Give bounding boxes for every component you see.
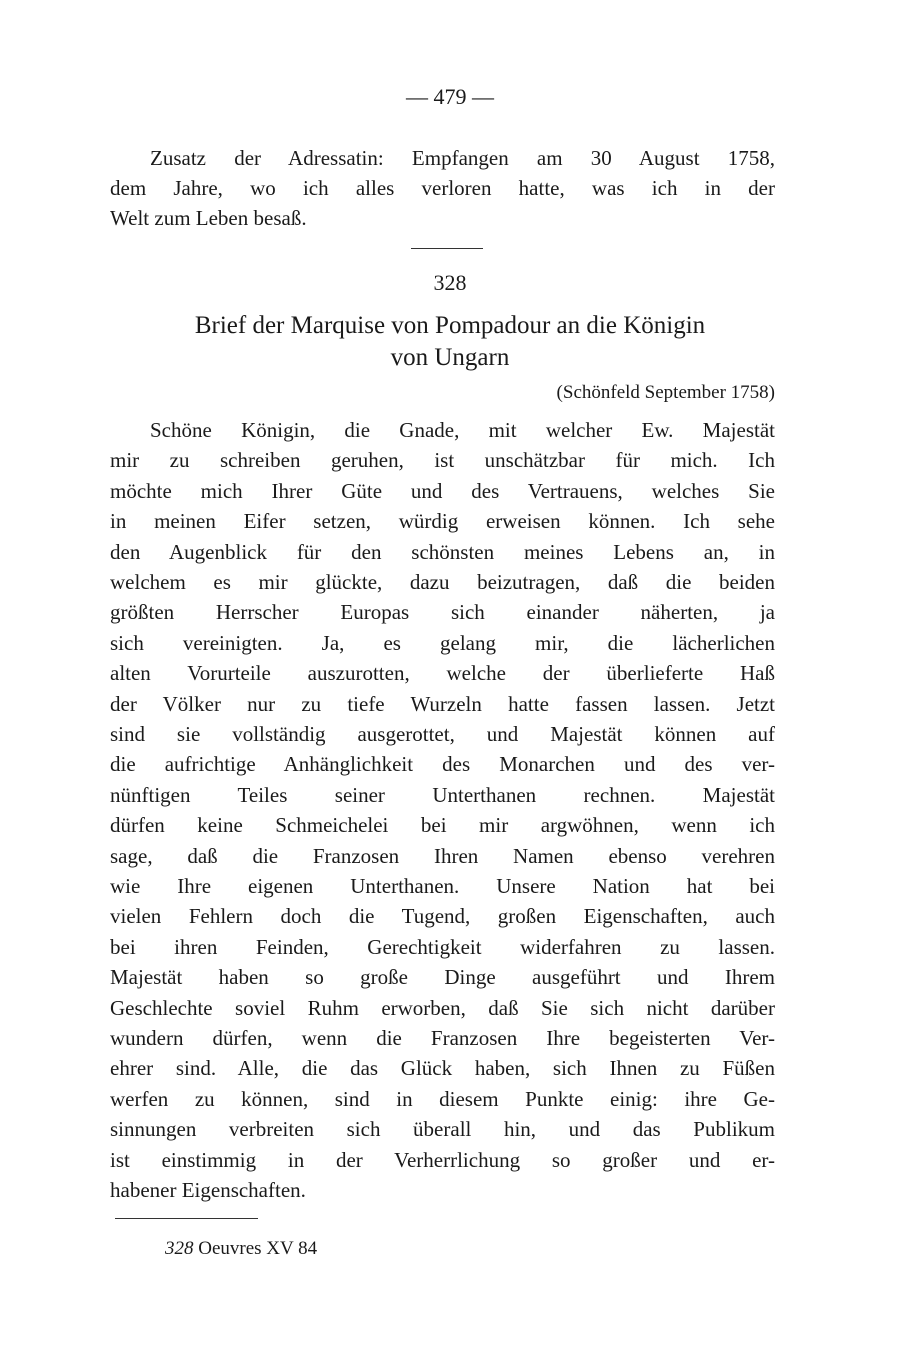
body-line: bei ihren Feinden, Gerechtigkeit widerfahren zu lassen. — [110, 934, 775, 959]
body-line: Schöne Königin, die Gnade, mit welcher Ew. Majestät — [150, 418, 775, 442]
preface-line: Welt zum Leben besaß. — [110, 206, 307, 230]
letter-title-line-1: Brief der Marquise von Pompadour an die Königin — [194, 312, 706, 339]
body-line: habener Eigenschaften. — [110, 1178, 306, 1202]
body-line: ist einstimmig in der Verherrlichung so großer und er- — [110, 1147, 775, 1172]
body-line: möchte mich Ihrer Güte und des Vertrauens, welches Sie — [110, 478, 775, 503]
body-line: größten Herrscher Europas sich einander näherten, ja — [110, 600, 775, 625]
body-line: alten Vorurteile auszurotten, welche der überlieferte Haß — [110, 661, 775, 686]
body-line: wie Ihre eigenen Unterthanen. Unsere Nation hat bei — [110, 874, 775, 898]
body-line: Majestät haben so große Dinge ausgeführt und Ihrem — [110, 965, 775, 990]
body-line: Geschlechte soviel Ruhm erworben, daß Sie sich nicht darüber — [110, 995, 775, 1020]
body-line: sich vereinigten. Ja, es gelang mir, die lächerlichen — [110, 630, 775, 655]
footnote-text: Oeuvres XV 84 — [198, 1238, 318, 1259]
section-divider — [411, 248, 483, 249]
letter-dateline: (Schönfeld September 1758) — [556, 382, 775, 403]
body-line: sind sie vollständig ausgerottet, und Majestät können auf — [110, 722, 775, 746]
footnote — [165, 1238, 317, 1260]
body-line: mir zu schreiben geruhen, ist unschätzbar für mich. Ich — [110, 448, 775, 473]
preface-line: dem Jahre, wo ich alles verloren hatte, was ich in der — [110, 176, 775, 200]
letter-title-line-2: von Ungarn — [390, 344, 510, 371]
body-line: die aufrichtige Anhänglichkeit des Monarchen und des ver- — [110, 752, 775, 777]
preface-line: Zusatz der Adressatin: Empfangen am 30 August 1758, — [150, 146, 775, 170]
body-line: sage, daß die Franzosen Ihren Namen ebenso verehren — [110, 843, 775, 868]
footnote-ref: 328 — [165, 1238, 194, 1259]
body-line: der Völker nur zu tiefe Wurzeln hatte fassen lassen. Jetzt — [110, 691, 775, 716]
letter-number: 328 — [433, 270, 467, 295]
page-number: — 479 — — [406, 84, 494, 109]
body-line: in meinen Eifer setzen, würdig erweisen können. Ich sehe — [110, 509, 775, 534]
body-line: ehrer sind. Alle, die das Glück haben, sich Ihnen zu Füßen — [110, 1056, 775, 1081]
body-line: welchem es mir glückte, dazu beizutragen, daß die beiden — [110, 570, 775, 594]
body-line: vielen Fehlern doch die Tugend, großen Eigenschaften, auch — [110, 904, 775, 929]
body-line: sinnungen verbreiten sich überall hin, und das Publikum — [110, 1117, 775, 1142]
body-line: nünftigen Teiles seiner Unterthanen rechnen. Majestät — [110, 782, 775, 807]
body-line: dürfen keine Schmeichelei bei mir argwöhnen, wenn ich — [110, 813, 775, 838]
footnote-rule — [115, 1218, 258, 1219]
body-line: wundern dürfen, wenn die Franzosen Ihre begeisterten Ver- — [110, 1026, 775, 1050]
body-line: den Augenblick für den schönsten meines Lebens an, in — [110, 539, 775, 564]
body-line: werfen zu können, sind in diesem Punkte einig: ihre Ge- — [110, 1086, 775, 1111]
